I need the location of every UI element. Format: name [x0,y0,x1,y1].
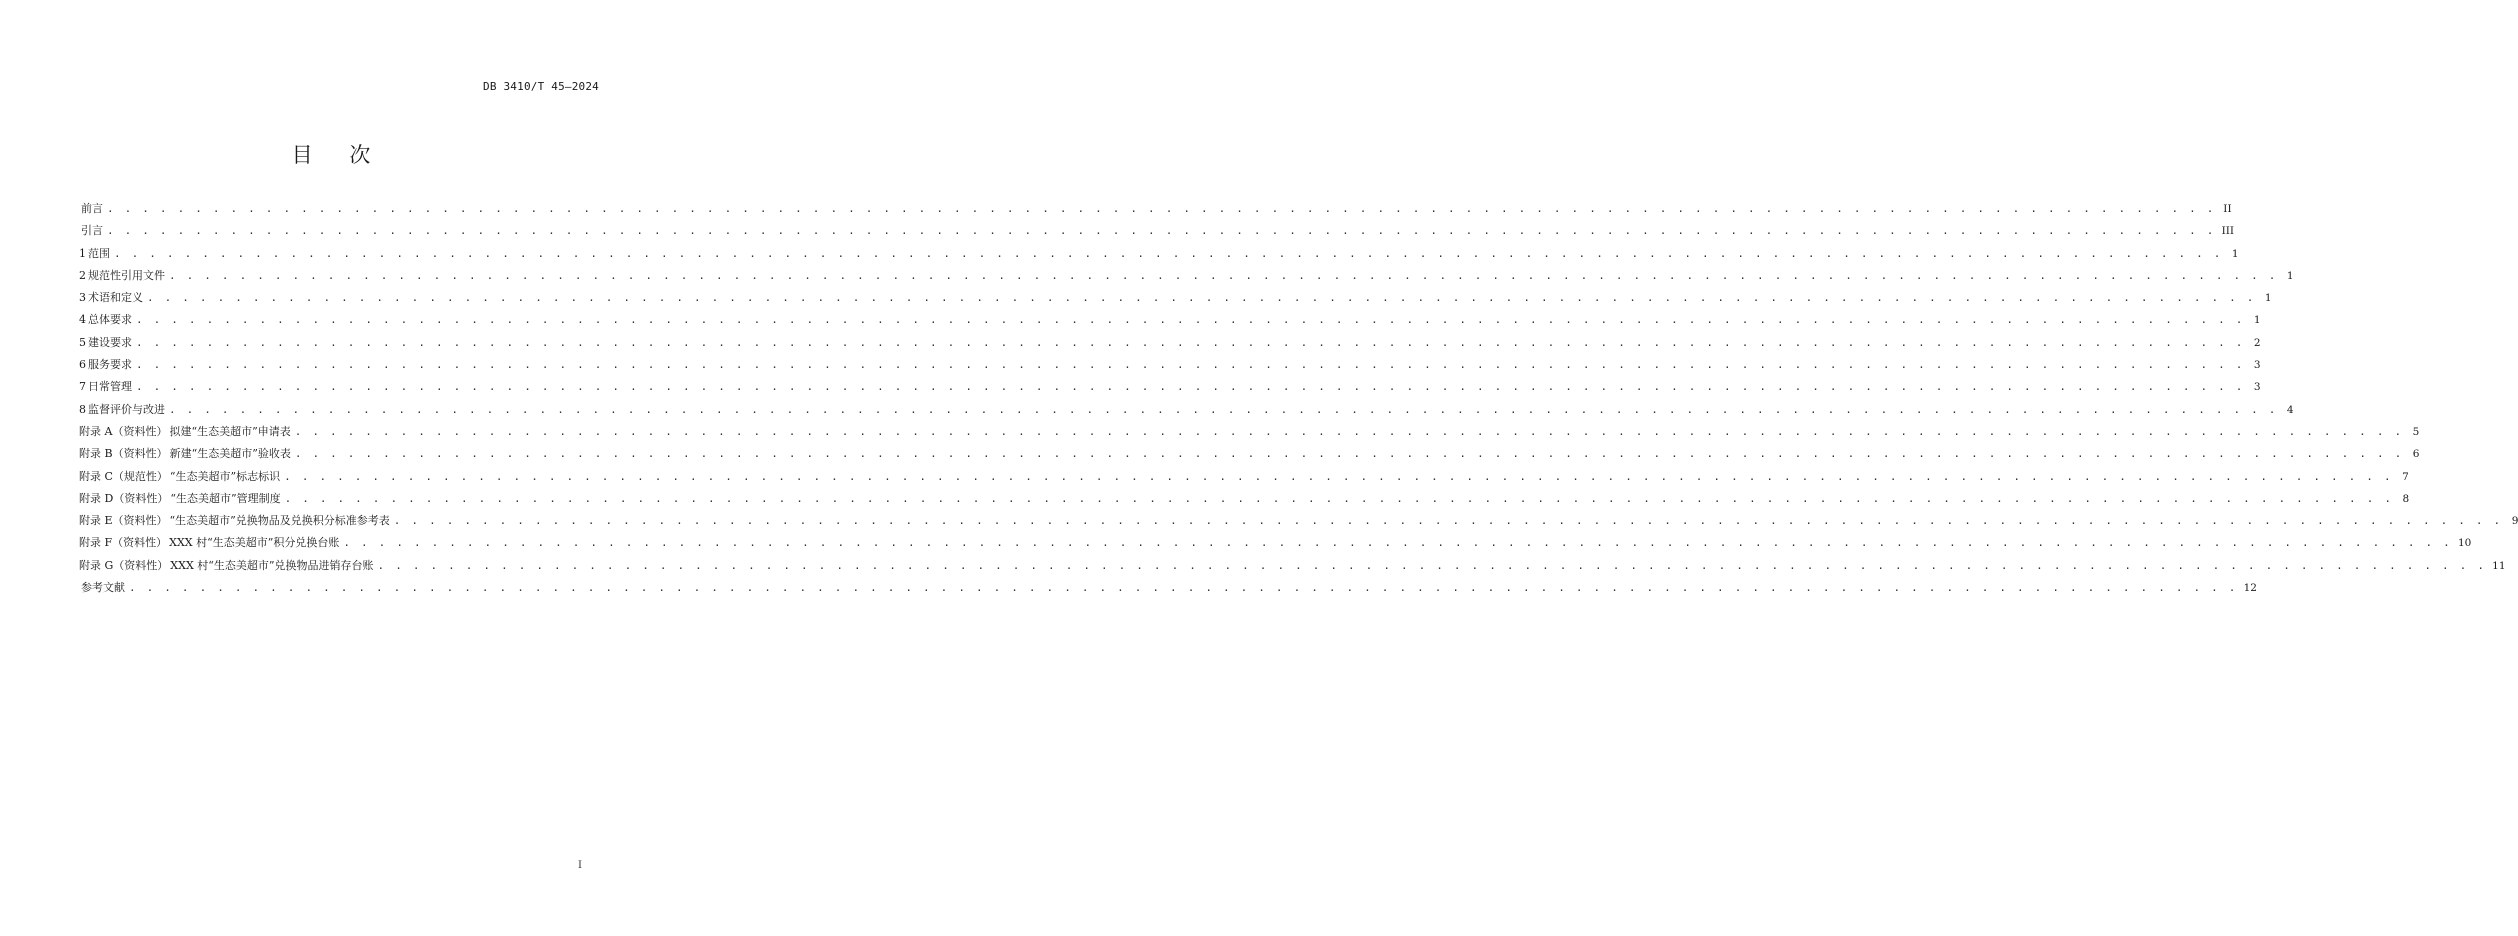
toc-entry[interactable] [79,577,2257,599]
toc-entry[interactable] [79,421,2420,443]
toc-entry-page: 12 [2243,582,2257,595]
toc-dot-leader: . . . . . . . . . . . . . . . . . . . . . . . . . . . . . . . . . . . . . . . . . . . . . . . . . . . . . . . . . . . . . . . . . . . . . . . . . . . . . . . . . . . . . . . . . . . . . . . . . . . . . . . . . . . . . . . . . . . . . . . . [169,402,2278,416]
toc-entry[interactable] [79,287,2272,309]
toc-entry-label: 参考文献 [81,581,125,595]
toc-dot-leader: . . . . . . . . . . . . . . . . . . . . . . . . . . . . . . . . . . . . . . . . . . . . . . . . . . . . . . . . . . . . . . . . . . . . . . . . . . . . . . . . . . . . . . . . . . . . . . . . . . . . . . . . . . . . . . . . . . . . . . . . [129,581,2238,595]
toc-entry-page: 7 [2402,470,2409,483]
toc-entry-label: 范围 [88,246,110,260]
toc-entry-label: 规范性引用文件 [88,268,165,282]
toc-entry-label: XXX 村“生态美超市”兑换物品进销存台账 [170,558,374,572]
toc-entry-label: 术语和定义 [88,291,143,305]
toc-entry[interactable] [79,265,2294,287]
toc-dot-leader: . . . . . . . . . . . . . . . . . . . . . . . . . . . . . . . . . . . . . . . . . . . . . . . . . . . . . . . . . . . . . . . . . . . . . . . . . . . . . . . . . . . . . . . . . . . . . . . . . . . . . . . . . . . . . . . . . . . . . . . . [107,224,2216,238]
toc-entry[interactable] [79,354,2261,376]
toc-entry-label: 总体要求 [88,313,132,327]
toc-entry[interactable] [79,466,2409,488]
toc-dot-leader: . . . . . . . . . . . . . . . . . . . . . . . . . . . . . . . . . . . . . . . . . . . . . . . . . . . . . . . . . . . . . . . . . . . . . . . . . . . . . . . . . . . . . . . . . . . . . . . . . . . . . . . . . . . . . . . . . . . . . . . . [393,514,2503,528]
toc-entry[interactable] [79,332,2261,354]
toc-entry-page: 1 [2264,292,2272,305]
toc-entry-label: 建设要求 [88,335,132,349]
toc-entry[interactable] [79,443,2420,465]
document-code: DB 3410/T 45—2024 [483,80,599,93]
toc-entry-page: 6 [2412,448,2420,461]
toc-entry-number: 8 [79,402,86,416]
toc-entry-number: 附录 B（资料性） [79,447,168,461]
toc-entry-number: 1 [79,246,86,260]
toc-entry-number: 2 [79,268,86,282]
toc-entry-page: 1 [2286,269,2294,282]
toc-dot-leader: . . . . . . . . . . . . . . . . . . . . . . . . . . . . . . . . . . . . . . . . . . . . . . . . . . . . . . . . . . . . . . . . . . . . . . . . . . . . . . . . . . . . . . . . . . . . . . . . . . . . . . . . . . . . . . . . . . . . . . . . [294,424,2404,438]
toc-entry-label: “生态美超市”兑换物品及兑换积分标准参考表 [169,514,390,528]
toc-dot-leader: . . . . . . . . . . . . . . . . . . . . . . . . . . . . . . . . . . . . . . . . . . . . . . . . . . . . . . . . . . . . . . . . . . . . . . . . . . . . . . . . . . . . . . . . . . . . . . . . . . . . . . . . . . . . . . . . . . . . . . . . [136,313,2245,327]
toc-dot-leader: . . . . . . . . . . . . . . . . . . . . . . . . . . . . . . . . . . . . . . . . . . . . . . . . . . . . . . . . . . . . . . . . . . . . . . . . . . . . . . . . . . . . . . . . . . . . . . . . . . . . . . . . . . . . . . . . . . . . . . . . [107,202,2216,215]
toc-entry-page: 4 [2286,403,2294,416]
toc-entry-page: 8 [2402,492,2410,505]
toc-entry[interactable] [79,309,2261,331]
toc-entry-label: 前言 [81,202,103,215]
page-number: I [578,860,582,871]
toc-entry-number: 附录 C（规范性） [79,469,168,483]
toc-entry[interactable] [79,555,2506,577]
toc-entry-number: 附录 F（资料性） [79,536,168,550]
toc-entry-number: 附录 D（资料性） [79,491,169,505]
toc-title: 目 次 [291,143,371,167]
toc-entry-page: 1 [2231,247,2239,260]
toc-entry-page: 3 [2253,381,2261,394]
toc-entry[interactable] [79,376,2261,398]
toc-dot-leader: . . . . . . . . . . . . . . . . . . . . . . . . . . . . . . . . . . . . . . . . . . . . . . . . . . . . . . . . . . . . . . . . . . . . . . . . . . . . . . . . . . . . . . . . . . . . . . . . . . . . . . . . . . . . . . . . . . . . . . . . [169,268,2278,282]
toc-entry-page: 5 [2412,425,2420,438]
toc-dot-leader: . . . . . . . . . . . . . . . . . . . . . . . . . . . . . . . . . . . . . . . . . . . . . . . . . . . . . . . . . . . . . . . . . . . . . . . . . . . . . . . . . . . . . . . . . . . . . . . . . . . . . . . . . . . . . . . . . . . . . . . . [377,558,2487,572]
toc-entry-page: 3 [2253,359,2261,372]
toc-entry-label: 拟建“生态美超市”申请表 [169,424,291,438]
toc-entry[interactable] [79,532,2472,554]
toc-dot-leader: . . . . . . . . . . . . . . . . . . . . . . . . . . . . . . . . . . . . . . . . . . . . . . . . . . . . . . . . . . . . . . . . . . . . . . . . . . . . . . . . . . . . . . . . . . . . . . . . . . . . . . . . . . . . . . . . . . . . . . . . [284,491,2394,505]
toc-entry-label: “生态美超市”标志标识 [169,469,281,483]
toc-entry[interactable] [79,198,2232,220]
toc-dot-leader: . . . . . . . . . . . . . . . . . . . . . . . . . . . . . . . . . . . . . . . . . . . . . . . . . . . . . . . . . . . . . . . . . . . . . . . . . . . . . . . . . . . . . . . . . . . . . . . . . . . . . . . . . . . . . . . . . . . . . . . . [284,469,2393,483]
toc-entry-number: 附录 A（资料性） [79,424,168,438]
toc-entry[interactable] [79,399,2294,421]
toc-entry[interactable] [79,510,2518,532]
toc-entry-page: 9 [2511,515,2518,528]
toc-entry[interactable] [79,243,2239,265]
toc-entry-number: 附录 E（资料性） [79,514,168,528]
toc-dot-leader: . . . . . . . . . . . . . . . . . . . . . . . . . . . . . . . . . . . . . . . . . . . . . . . . . . . . . . . . . . . . . . . . . . . . . . . . . . . . . . . . . . . . . . . . . . . . . . . . . . . . . . . . . . . . . . . . . . . . . . . . [294,447,2404,461]
toc-entry-page: 1 [2253,314,2261,327]
toc-entry-label: XXX 村“生态美超市”积分兑换台账 [169,536,340,550]
toc-entry-number: 6 [79,358,86,372]
toc-dot-leader: . . . . . . . . . . . . . . . . . . . . . . . . . . . . . . . . . . . . . . . . . . . . . . . . . . . . . . . . . . . . . . . . . . . . . . . . . . . . . . . . . . . . . . . . . . . . . . . . . . . . . . . . . . . . . . . . . . . . . . . . [136,335,2245,349]
toc-entry-label: 监督评价与改进 [88,402,165,416]
toc-entry-page: 2 [2253,336,2261,349]
toc-entry-page: III [2221,225,2235,238]
toc-entry[interactable] [79,488,2410,510]
toc-entry-page: 10 [2457,537,2472,550]
toc-entry-number: 附录 G（资料性） [79,558,169,572]
toc-entry-label: 服务要求 [88,358,132,372]
toc-dot-leader: . . . . . . . . . . . . . . . . . . . . . . . . . . . . . . . . . . . . . . . . . . . . . . . . . . . . . . . . . . . . . . . . . . . . . . . . . . . . . . . . . . . . . . . . . . . . . . . . . . . . . . . . . . . . . . . . . . . . . . . . [147,291,2256,305]
toc-entry-page: II [2223,203,2232,215]
toc-entry-label: 新建“生态美超市”验收表 [169,447,291,461]
toc-entry-page: 11 [2492,559,2506,572]
toc-entry-label: 日常管理 [88,380,132,394]
toc-entry-number: 4 [79,313,86,327]
toc-dot-leader: . . . . . . . . . . . . . . . . . . . . . . . . . . . . . . . . . . . . . . . . . . . . . . . . . . . . . . . . . . . . . . . . . . . . . . . . . . . . . . . . . . . . . . . . . . . . . . . . . . . . . . . . . . . . . . . . . . . . . . . . [136,380,2245,394]
toc-entry-number: 5 [79,335,86,349]
toc-entry-number: 3 [79,291,86,305]
toc-dot-leader: . . . . . . . . . . . . . . . . . . . . . . . . . . . . . . . . . . . . . . . . . . . . . . . . . . . . . . . . . . . . . . . . . . . . . . . . . . . . . . . . . . . . . . . . . . . . . . . . . . . . . . . . . . . . . . . . . . . . . . . . [343,536,2452,550]
toc-dot-leader: . . . . . . . . . . . . . . . . . . . . . . . . . . . . . . . . . . . . . . . . . . . . . . . . . . . . . . . . . . . . . . . . . . . . . . . . . . . . . . . . . . . . . . . . . . . . . . . . . . . . . . . . . . . . . . . . . . . . . . . . [136,358,2245,372]
toc-entry-label: “生态美超市”管理制度 [170,491,281,505]
toc-entry-number: 7 [79,380,86,394]
toc-dot-leader: . . . . . . . . . . . . . . . . . . . . . . . . . . . . . . . . . . . . . . . . . . . . . . . . . . . . . . . . . . . . . . . . . . . . . . . . . . . . . . . . . . . . . . . . . . . . . . . . . . . . . . . . . . . . . . . . . . . . . . . . [114,246,2223,260]
toc-entry[interactable] [79,220,2235,242]
toc-entry-label: 引言 [81,224,103,238]
table-of-contents [79,198,2518,599]
